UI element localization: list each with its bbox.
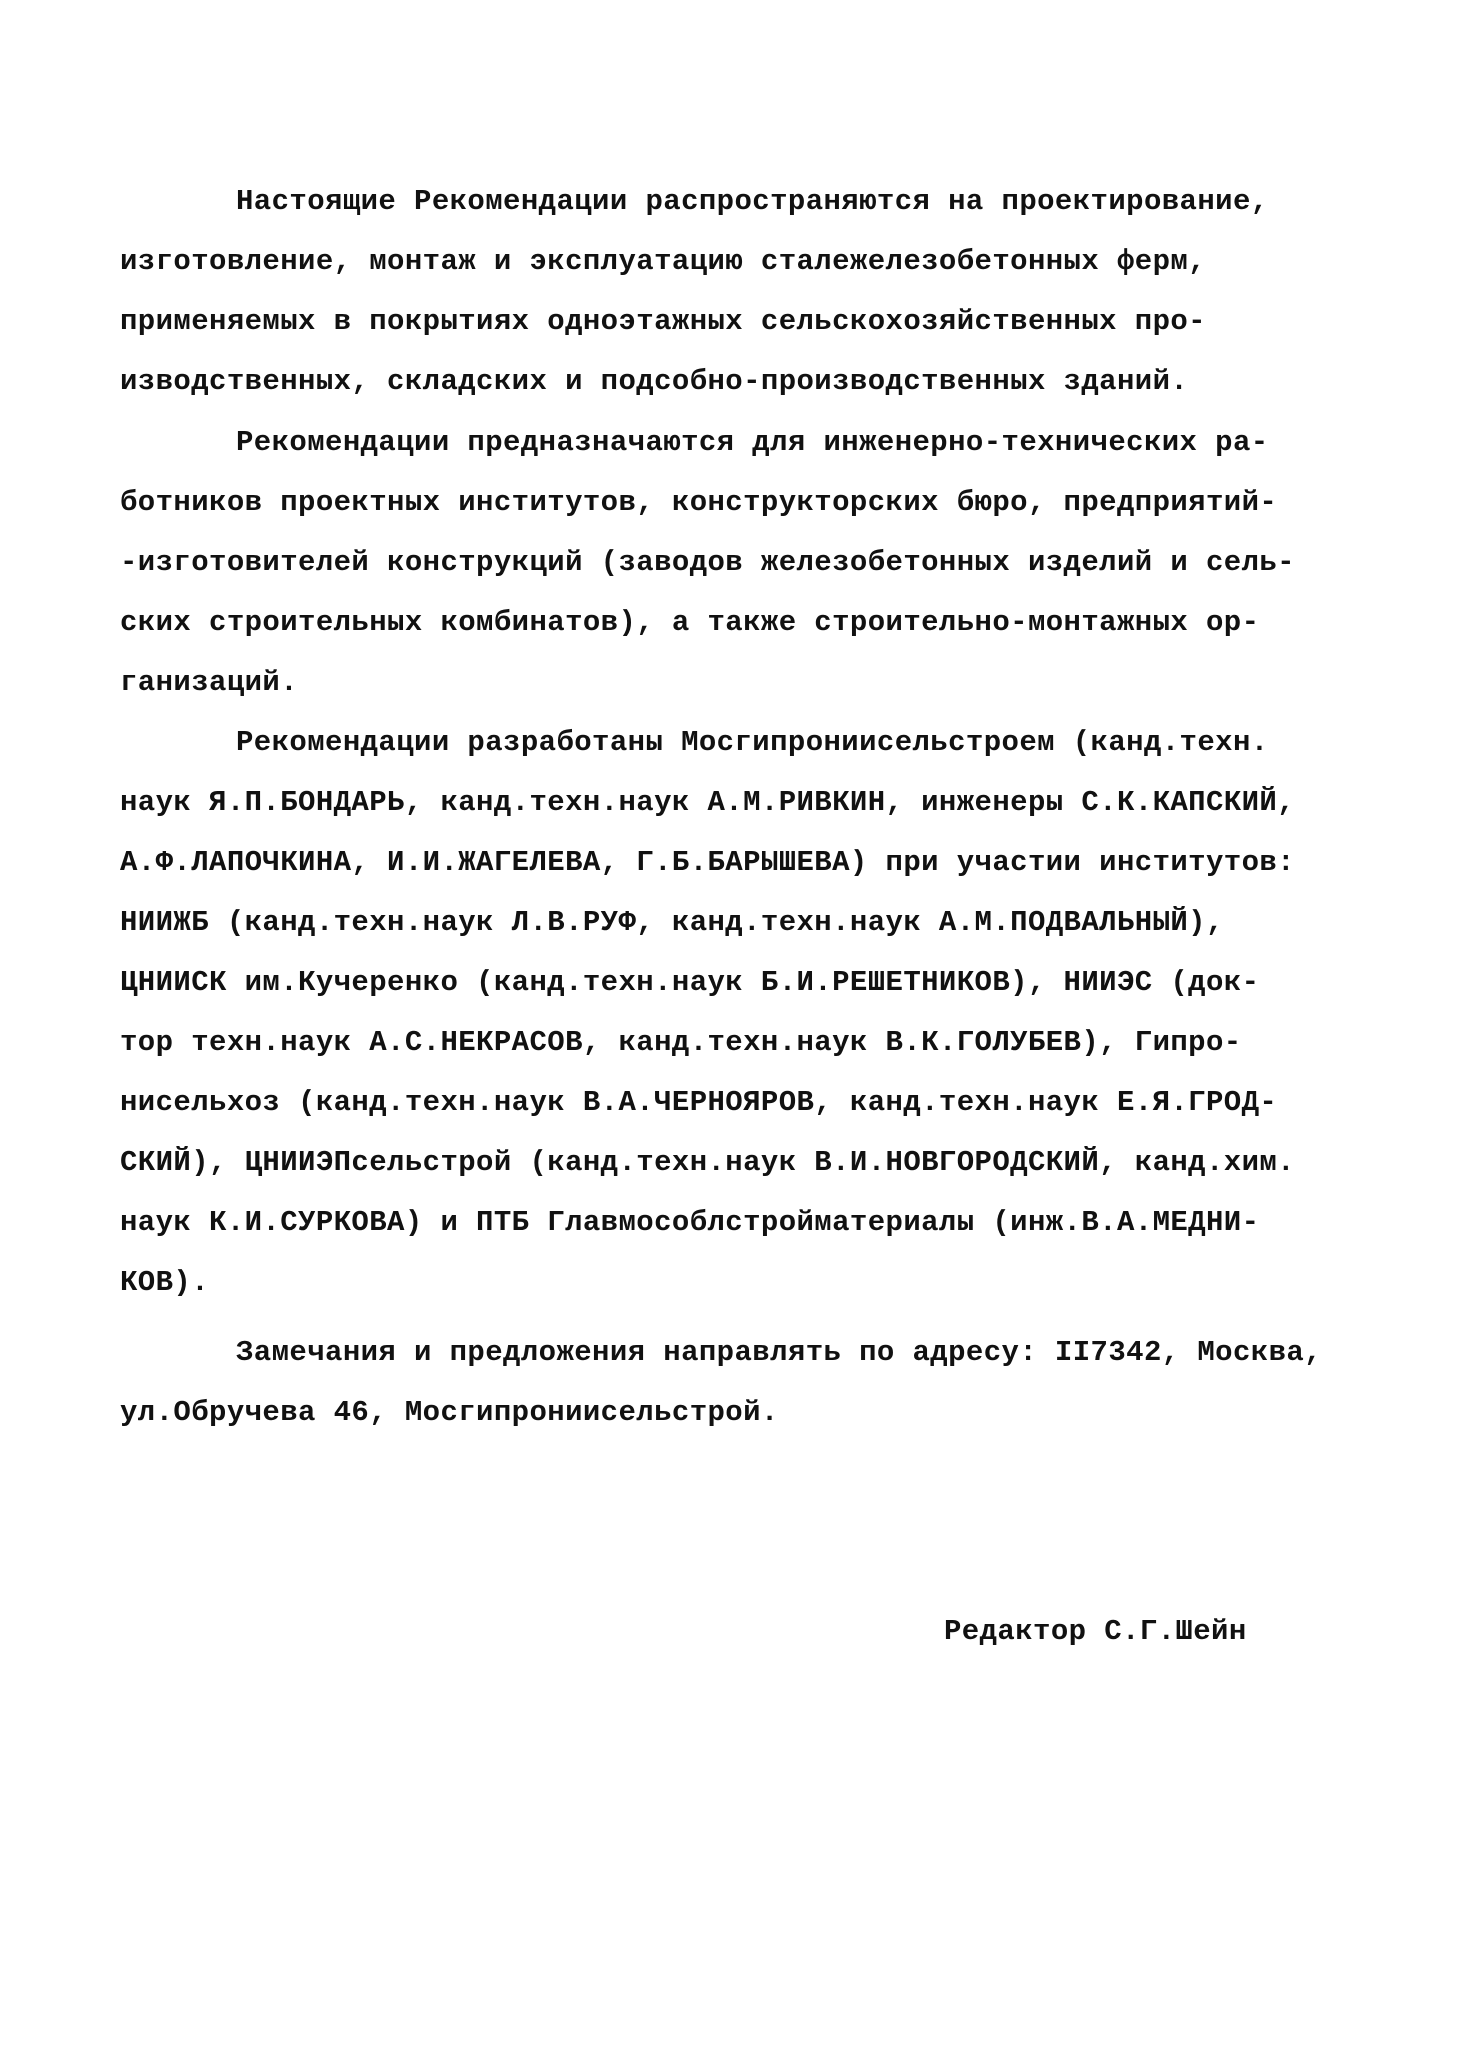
text-line: -изготовителей конструкций (заводов железобетонных изделий и сель- — [120, 546, 1295, 579]
text-line: Замечания и предложения направлять по адресу: II7342, Москва, — [236, 1336, 1322, 1369]
text-line: КОВ). — [120, 1266, 210, 1299]
text-line: наук К.И.СУРКОВА) и ПТБ Главмособлстройматериалы (инж.В.А.МЕДНИ- — [120, 1206, 1260, 1239]
text-line: ЦНИИСК им.Кучеренко (канд.техн.наук Б.И.РЕШЕТНИКОВ), НИИЭС (док- — [120, 966, 1260, 999]
text-line: ул.Обручева 46, Мосгипрониисельстрой. — [120, 1396, 779, 1429]
text-line: Настоящие Рекомендации распространяются на проектирование, — [236, 185, 1269, 218]
text-line: изводственных, складских и подсобно-производственных зданий. — [120, 365, 1189, 398]
text-line: ганизаций. — [120, 666, 299, 699]
text-line: ских строительных комбинатов), а также строительно-монтажных ор- — [120, 606, 1260, 639]
text-line: НИИЖБ (канд.техн.наук Л.В.РУФ, канд.техн.наук А.М.ПОДВАЛЬНЫЙ), — [120, 906, 1224, 939]
text-line: ботников проектных институтов, конструкторских бюро, предприятий- — [120, 486, 1278, 519]
text-line: тор техн.наук А.С.НЕКРАСОВ, канд.техн.наук В.К.ГОЛУБЕВ), Гипро- — [120, 1026, 1242, 1059]
text-line: применяемых в покрытиях одноэтажных сельскохозяйственных про- — [120, 305, 1206, 338]
editor-credit: Редактор С.Г.Шейн — [944, 1615, 1247, 1648]
text-line: Рекомендации предназначаются для инженерно-технических ра- — [236, 426, 1269, 459]
text-line: СКИЙ), ЦНИИЭПсельстрой (канд.техн.наук В.И.НОВГОРОДСКИЙ, канд.хим. — [120, 1146, 1295, 1179]
text-line: А.Ф.ЛАПОЧКИНА, И.И.ЖАГЕЛЕВА, Г.Б.БАРЫШЕВА) при участии институтов: — [120, 846, 1295, 879]
text-line: наук Я.П.БОНДАРЬ, канд.техн.наук А.М.РИВКИН, инженеры С.К.КАПСКИЙ, — [120, 786, 1295, 819]
text-line: Рекомендации разработаны Мосгипрониисельстроем (канд.техн. — [236, 726, 1269, 759]
text-line: изготовление, монтаж и эксплуатацию сталежелезобетонных ферм, — [120, 245, 1206, 278]
text-line: нисельхоз (канд.техн.наук В.А.ЧЕРНОЯРОВ, канд.техн.наук Е.Я.ГРОД- — [120, 1086, 1278, 1119]
